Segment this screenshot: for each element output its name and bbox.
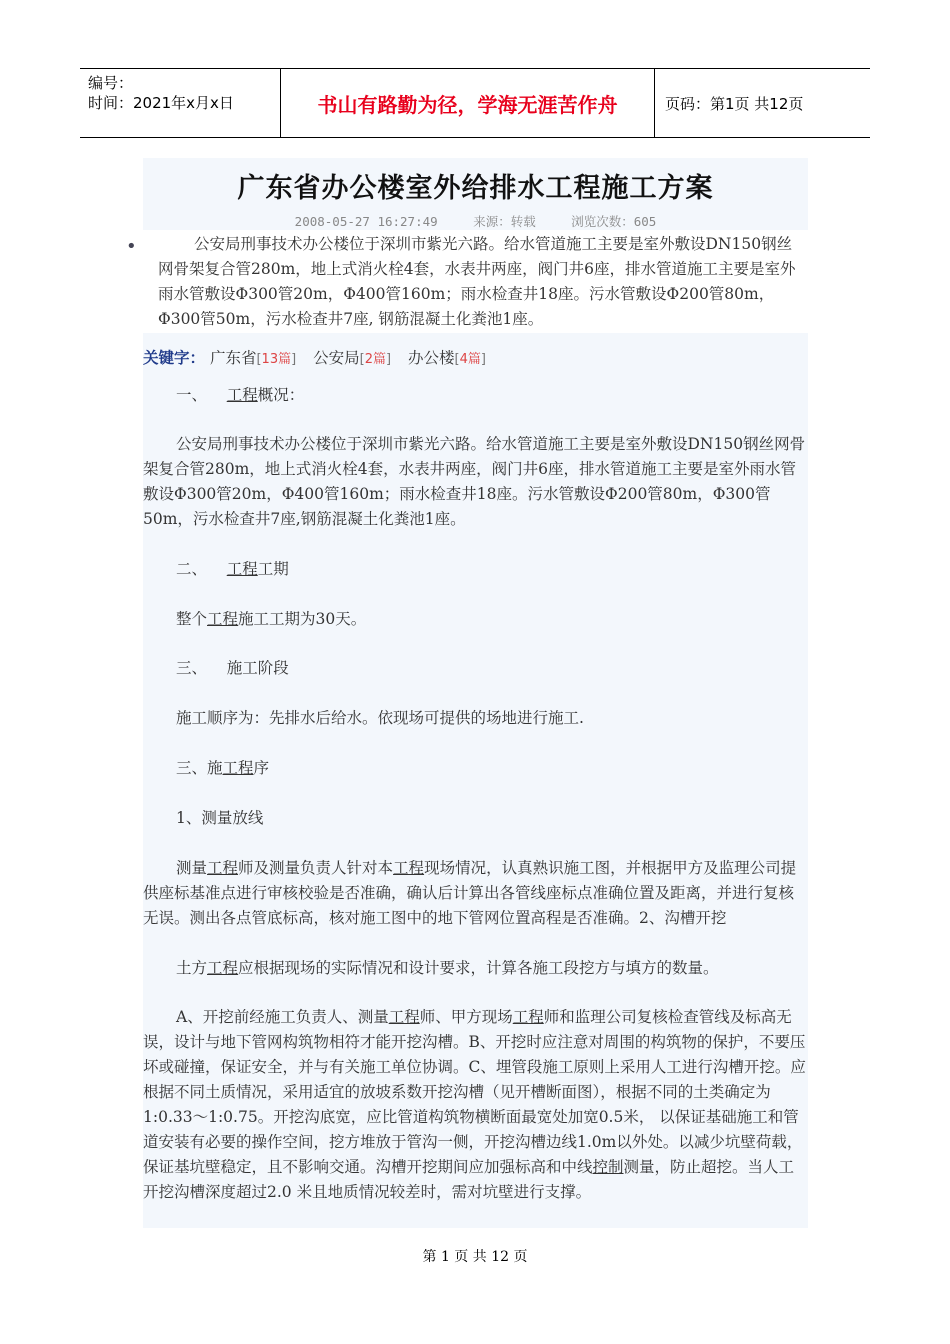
keywords-label: 关键字： — [143, 349, 206, 367]
bullet-icon: • — [126, 236, 137, 257]
section-heading: 三、 施工阶段 — [176, 659, 289, 677]
motto: 书山有路勤为径，学海无涯苦作舟 — [280, 69, 655, 137]
term-link[interactable]: 工程 — [393, 859, 425, 877]
keyword-link[interactable]: 办公楼[4篇] — [408, 349, 486, 367]
time-label: 时间：2021年x月x日 — [88, 94, 234, 112]
term-link[interactable]: 工程 — [222, 759, 254, 777]
keyword-link[interactable]: 广东省[13篇] — [209, 349, 297, 367]
article-title: 广东省办公楼室外给排水工程施工方案 — [237, 173, 714, 204]
article-meta — [143, 212, 808, 230]
number-label: 编号： — [88, 74, 134, 92]
term-link[interactable]: 工程 — [388, 1008, 420, 1026]
paragraph: A、开挖前经施工负责人、测量工程师、甲方现场工程师和监理公司复核检查管线及标高无误，设计与地下管网构筑物相符才能开挖沟槽。B、开挖时应注意对周围的构筑物的保护，不要压坏或碰撞，保证安全，并与有关施工单位协调。C、埋管段施工原则上采用人工进行沟槽开挖。应根据不同土质情况，采用适宜的放坡系数开挖沟槽（见开槽断面图），根据不同的土类确定为1:0.33～1:0.75。开挖沟底宽，应比管道构筑物横断面最宽处加宽0.5米， 以保证基础施工和管道安装有必要的操作空间，挖方堆放于管沟一侧，开挖沟槽边线1.0m以外处。以减少坑壁荷载，保证基坑壁稳定，且不影响交通。沟槽开挖期间应加强标高和中线控制测量，防止超挖。当人工开挖沟槽深度超过2.0 米且地质情况较差时，需对坑壁进行支撑。 — [143, 1008, 806, 1201]
keywords-row — [143, 346, 498, 368]
term-link[interactable]: 工程 — [207, 859, 239, 877]
document-header — [80, 68, 870, 138]
term-link[interactable]: 工程 — [226, 560, 258, 578]
section-heading: 1、测量放线 — [176, 809, 264, 827]
page-footer: 第 1 页 共 12 页 — [422, 1249, 528, 1265]
section-heading: 一、 工程概况： — [176, 386, 305, 404]
article-summary — [128, 230, 808, 333]
term-link[interactable]: 工程 — [207, 610, 239, 628]
header-meta — [80, 69, 280, 137]
paragraph: 土方工程应根据现场的实际情况和设计要求，计算各施工段挖方与填方的数量。 — [176, 959, 719, 977]
article-date: 2008-05-27 16:27:49 — [294, 214, 438, 229]
paragraph: 公安局刑事技术办公楼位于深圳市紫光六路。给水管道施工主要是室外敷设DN150钢丝网骨架复合管280m，地上式消火栓4套，水表井两座，阀门井6座，排水管道施工主要是室外雨水管敷设Φ300管20m，Φ400管160m；雨水检查井18座。污水管敷设Φ200管80m，Φ300管50m，污水检查井7座,钢筋混凝土化粪池1座。 — [143, 435, 806, 528]
section-heading: 三、施工程序 — [176, 759, 270, 777]
paragraph: 施工顺序为：先排水后给水。依现场可提供的场地进行施工. — [176, 709, 584, 727]
term-link[interactable]: 工程 — [207, 959, 239, 977]
term-link[interactable]: 工程 — [512, 1008, 544, 1026]
term-link[interactable]: 控制 — [592, 1158, 624, 1176]
paragraph: 整个工程施工工期为30天。 — [176, 610, 367, 628]
summary-text: 公安局刑事技术办公楼位于深圳市紫光六路。给水管道施工主要是室外敷设DN150钢丝网骨架复合管280m，地上式消火栓4套，水表井两座，阀门井6座，排水管道施工主要是室外雨水管敷设Φ300管20m，Φ400管160m；雨水检查井18座。污水管敷设Φ200管80m，Φ300管50m，污水检查井7座, 钢筋混凝土化粪池1座。 — [158, 235, 796, 328]
section-heading: 二、 工程工期 — [176, 560, 289, 578]
page-info: 页码：第1页 共12页 — [665, 94, 804, 113]
article-views: 浏览次数：605 — [571, 214, 657, 229]
term-link[interactable]: 工程 — [226, 386, 258, 404]
keyword-link[interactable]: 公安局[2篇] — [313, 349, 392, 367]
article-source: 来源：转载 — [473, 214, 536, 229]
paragraph: 测量工程师及测量负责人针对本工程现场情况，认真熟识施工图，并根据甲方及监理公司提供座标基准点进行审核校验是否准确，确认后计算出各管线座标点准确位置及距离，并进行复核无误。测出各点管底标高，核对施工图中的地下管网位置高程是否准确。2、沟槽开挖 — [143, 859, 797, 927]
